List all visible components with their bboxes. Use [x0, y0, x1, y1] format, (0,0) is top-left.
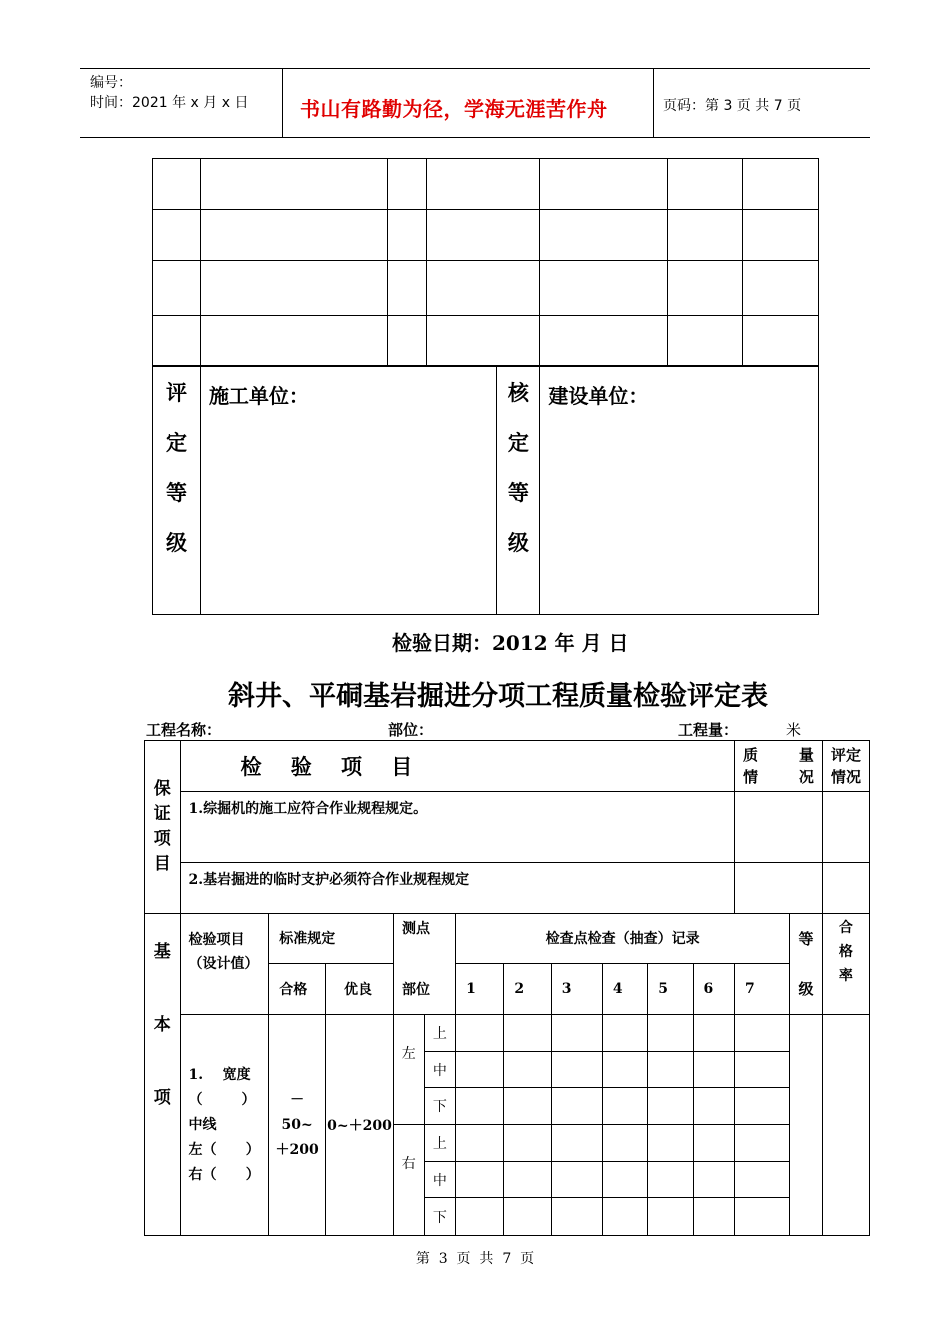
header-meta	[90, 73, 248, 113]
construction-unit-cell	[200, 366, 497, 615]
unit-label: 米	[786, 721, 802, 739]
table-row	[153, 210, 819, 261]
position-middle: 中	[424, 1052, 456, 1088]
code-label: 编号：	[90, 75, 132, 91]
basic-label: 基 本 项	[145, 914, 181, 1236]
project-name-label: 工程名称：	[146, 721, 222, 739]
position-bottom: 下	[424, 1198, 456, 1236]
time-label: 时间：2021 年 x 月 x 日	[90, 95, 249, 111]
header-divider	[653, 69, 654, 137]
location-label: 部位：	[388, 721, 434, 739]
header-motto: 书山有路勤为径，学海无涯苦作舟	[300, 97, 608, 121]
owner-unit-label: 建设单位：	[548, 384, 649, 408]
quality-table	[144, 740, 870, 1236]
item-1-pass-std: －50~ ＋200	[269, 1015, 326, 1236]
inspection-items-header: 检 验 项 目	[180, 741, 734, 792]
assessment-grid	[152, 365, 819, 615]
col-point-header-1: 测点	[394, 914, 456, 964]
owner-unit-cell	[540, 366, 819, 615]
col-item-header: 检验项目 （设计值）	[180, 914, 269, 1015]
position-middle: 中	[424, 1162, 456, 1198]
table-row	[145, 863, 870, 914]
col-number: 7	[734, 963, 789, 1014]
construction-unit-label: 施工单位：	[208, 384, 309, 408]
col-number: 5	[648, 963, 693, 1014]
table-row	[153, 261, 819, 316]
col-number: 1	[456, 963, 504, 1014]
item-1-label: 1. 宽度 （ ） 中线 左（ ） 右（ ）	[180, 1015, 269, 1236]
position-top: 上	[424, 1015, 456, 1052]
table-row	[145, 914, 870, 964]
col-point-header-2: 部位	[394, 963, 456, 1014]
col-number: 2	[504, 963, 551, 1014]
table-row	[145, 1015, 870, 1052]
quantity-label: 工程量：	[678, 721, 739, 739]
guarantee-item-1: 1.综掘机的施工应符合作业规程规定。	[180, 792, 734, 863]
col-number: 3	[551, 963, 602, 1014]
col-excellent-header: 优良	[325, 963, 393, 1014]
table-row	[153, 159, 819, 210]
quality-header: 质 量 情 况	[734, 741, 822, 792]
col-rate-header: 合 格 率	[822, 914, 869, 1015]
continuation-grid	[152, 158, 819, 367]
inspection-date: 检验日期：2012 年 月 日	[392, 631, 629, 655]
position-top: 上	[424, 1125, 456, 1162]
item-1-excellent-std: 0~＋200	[325, 1015, 393, 1236]
col-record-header: 检查点检查（抽查）记录	[456, 914, 790, 964]
page-info: 页码：第 3 页 共 7 页	[663, 98, 802, 114]
guarantee-label: 保 证 项 目	[145, 741, 181, 914]
table-row	[145, 741, 870, 792]
evaluation-header: 评 定 情 况	[822, 741, 869, 792]
guarantee-item-2: 2.基岩掘进的临时支护必须符合作业规程规定	[180, 863, 734, 914]
col-grade-header: 等 级	[790, 914, 823, 1015]
page-title: 斜井、平硐基岩掘进分项工程质量检验评定表	[228, 681, 768, 712]
table-row	[153, 316, 819, 367]
col-standard-header: 标准规定	[269, 914, 394, 964]
col-pass-header: 合格	[269, 963, 326, 1014]
header-divider	[282, 69, 283, 137]
col-number: 6	[693, 963, 734, 1014]
verify-grade-label: 核 定 等 级	[497, 366, 540, 615]
side-right: 右	[394, 1125, 425, 1236]
assess-grade-label: 评 定 等 级	[153, 366, 201, 615]
table-row	[145, 792, 870, 863]
col-number: 4	[602, 963, 647, 1014]
page-footer: 第 3 页 共 7 页	[415, 1251, 535, 1267]
page-header	[80, 68, 870, 138]
side-left: 左	[394, 1015, 425, 1125]
position-bottom: 下	[424, 1088, 456, 1125]
